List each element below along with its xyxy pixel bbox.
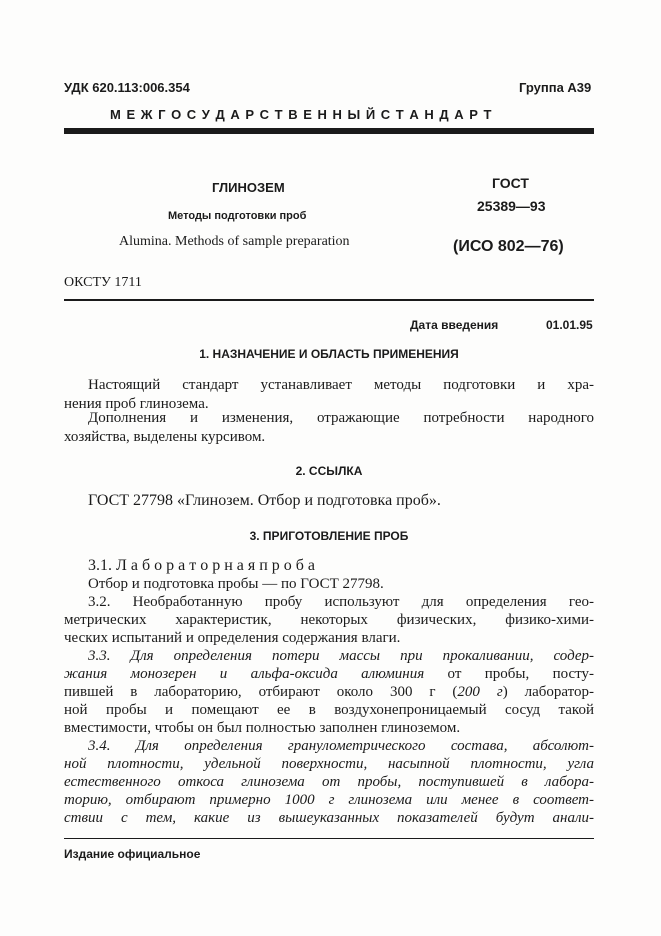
standard-type: М Е Ж Г О С У Д А Р С Т В Е Н Н Ы Й С Т А Н Д А Р Т <box>110 107 493 122</box>
p33-plain-segment: ) лаборатор- <box>502 684 594 700</box>
section1-line: Настоящий стандарт устанавливает методы подготовки и хра- <box>88 377 594 393</box>
p34-line: естественного откоса глинозема от пробы, поступившей в лабора- <box>64 774 594 790</box>
p33-line <box>64 664 594 684</box>
p32-line: ческих испытаний и определения содержания влаги. <box>64 630 401 646</box>
section1-line: хозяйства, выделены курсивом. <box>64 429 266 445</box>
section2-heading: 2. ССЫЛКА <box>295 464 363 478</box>
intro-date-label: Дата введения <box>410 318 499 332</box>
title-rule <box>64 299 594 301</box>
p33-line: вместимости, чтобы он был полностью заполнен глиноземом. <box>64 720 461 736</box>
document-title: ГЛИНОЗЕМ <box>212 180 285 195</box>
p32-line: метрических характеристик, некоторых физических, физико-хими- <box>64 612 594 628</box>
intro-date-value: 01.01.95 <box>546 318 593 332</box>
p34-line: торию, отбирают примерно 1000 г глинозема или менее в соответ- <box>64 792 594 808</box>
section1-heading: 1. НАЗНАЧЕНИЕ И ОБЛАСТЬ ПРИМЕНЕНИЯ <box>199 347 459 361</box>
p34-line: 3.4. Для определения гранулометрического состава, абсолют- <box>88 738 594 754</box>
p33-line <box>64 682 594 702</box>
gost-label: ГОСТ <box>492 175 529 191</box>
p33-italic-segment: жания монозерен и альфа-оксида алюминия <box>64 666 425 682</box>
gost-number: 25389—93 <box>477 198 546 214</box>
section2-reference: ГОСТ 27798 «Глинозем. Отбор и подготовка проб». <box>88 492 441 509</box>
header-rule <box>64 128 594 134</box>
p31-text: Отбор и подготовка пробы — по ГОСТ 27798. <box>88 576 384 592</box>
iso-reference: (ИСО 802—76) <box>453 238 564 255</box>
p33-italic-segment: 200 г <box>457 684 503 700</box>
p33-plain-segment: пившей в лабораторию, отбирают около 300 г ( <box>64 684 458 700</box>
english-title: Alumina. Methods of sample preparation <box>119 234 350 249</box>
group-code: Группа А39 <box>519 80 592 95</box>
p31-title: 3.1. Л а б о р а т о р н а я п р о б а <box>88 557 316 574</box>
edition-note: Издание официальное <box>64 847 201 861</box>
p34-line: ствии с тем, какие из вышеуказанных показателей будут анали- <box>64 810 594 826</box>
okstu-code: ОКСТУ 1711 <box>64 275 142 290</box>
p32-line: 3.2. Необработанную пробу используют для определения гео- <box>88 594 594 610</box>
document-subtitle: Методы подготовки проб <box>168 210 307 222</box>
section1-line: нения проб глинозема. <box>64 396 209 412</box>
p34-line: ной плотности, удельной поверхности, насыпной плотности, угла <box>64 756 594 772</box>
footer-rule <box>64 838 594 839</box>
p33-line: ной пробы и помещают ее в воздухонепроницаемый сосуд такой <box>64 702 594 718</box>
section3-heading: 3. ПРИГОТОВЛЕНИЕ ПРОБ <box>249 529 409 543</box>
p33-plain-segment: от пробы, посту- <box>424 666 594 682</box>
section1-line: Дополнения и изменения, отражающие потребности народного <box>88 410 594 426</box>
p33-line: 3.3. Для определения потери массы при прокаливании, содер- <box>88 648 594 664</box>
udk-code: УДК 620.113:006.354 <box>64 80 190 95</box>
